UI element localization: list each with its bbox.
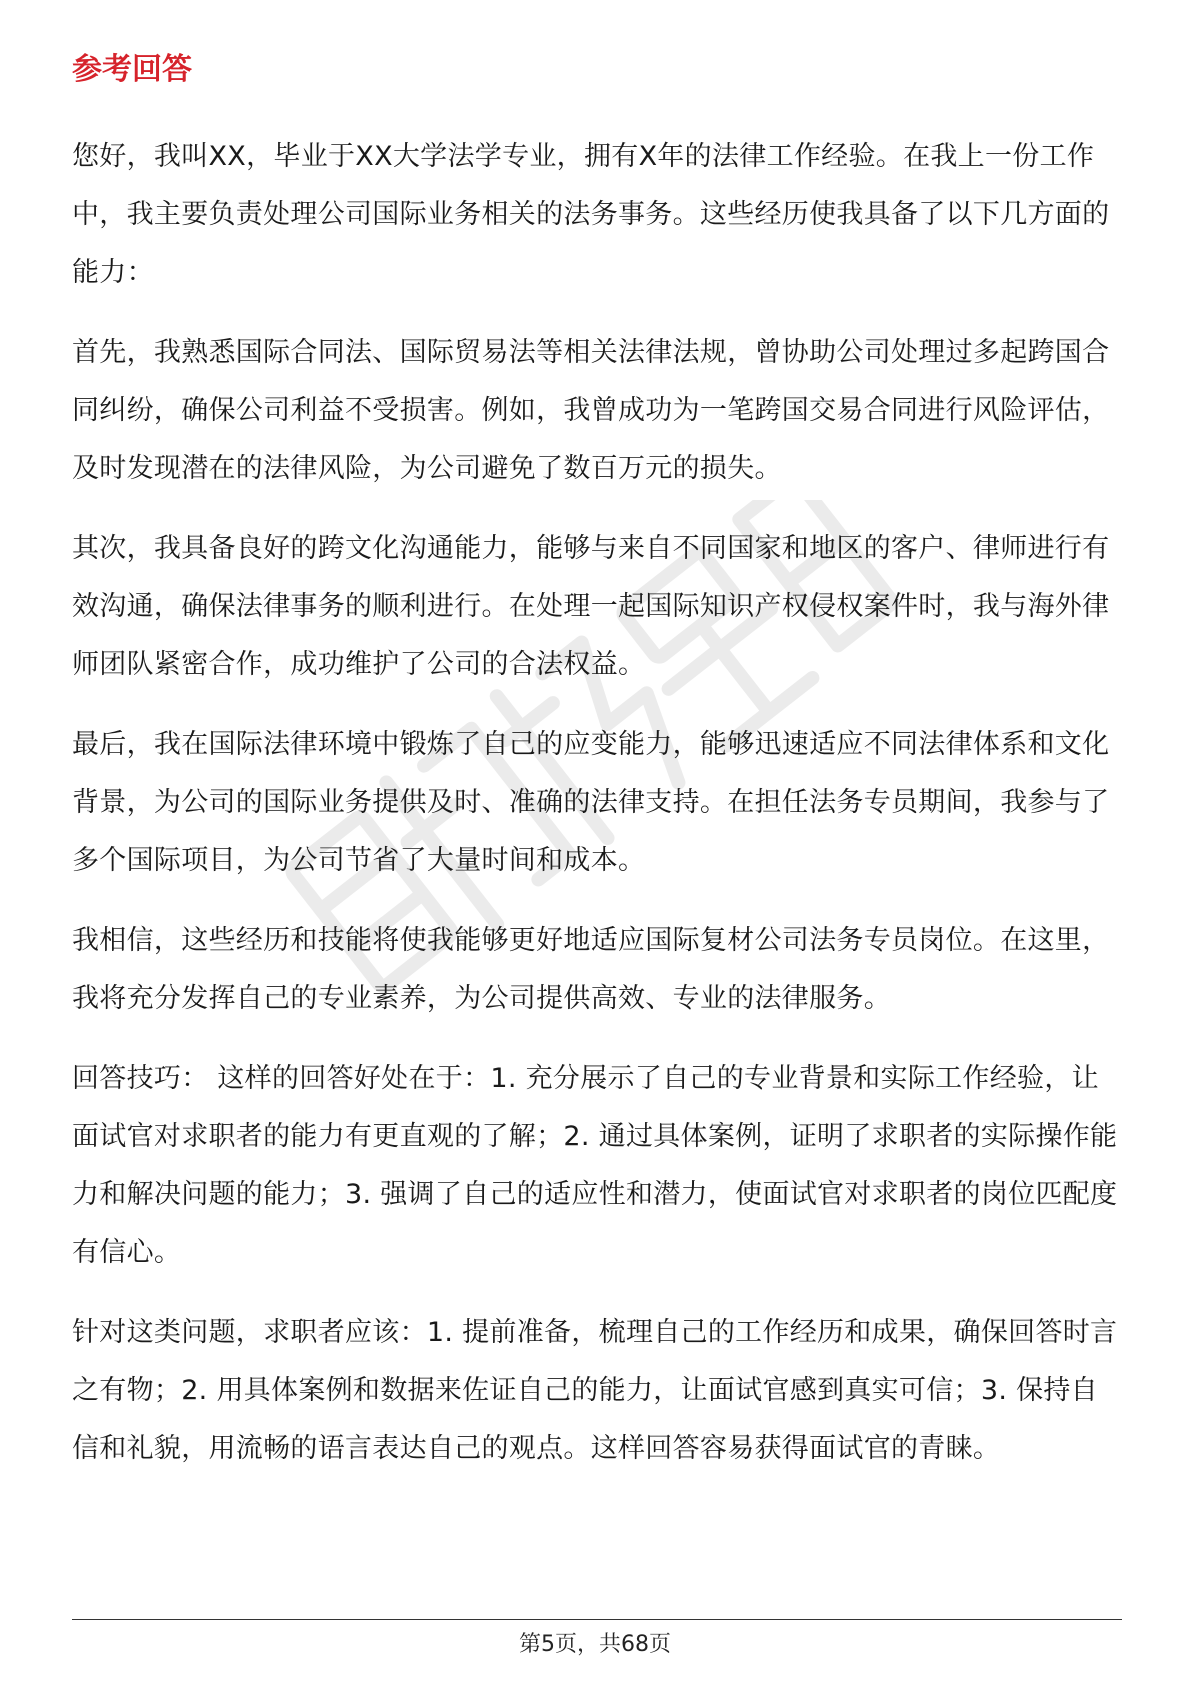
section-title: 参考回答 <box>72 52 192 87</box>
paragraph-advice: 针对这类问题，求职者应该：1. 提前准备，梳理自己的工作经历和成果，确保回答时言之有物；2. 用具体案例和数据来佐证自己的能力，让面试官感到真实可信；3. 保持自信和礼貌，用流畅的语言表达自己的观点。这样回答容易获得面试官的青睐。 <box>72 1317 1118 1464</box>
paragraph-tips: 回答技巧： 这样的回答好处在于：1. 充分展示了自己的专业背景和实际工作经验，让面试官对求职者的能力有更直观的了解；2. 通过具体案例，证明了求职者的实际操作能力和解决问题的能力；3. 强调了自己的适应性和潜力，使面试官对求职者的岗位匹配度有信心。 <box>72 1063 1118 1268</box>
paragraph-first: 首先，我熟悉国际合同法、国际贸易法等相关法律法规，曾协助公司处理过多起跨国合同纠纷，确保公司利益不受损害。例如，我曾成功为一笔跨国交易合同进行风险评估，及时发现潜在的法律风险，为公司避免了数百万元的损失。 <box>72 337 1110 484</box>
paragraph-intro: 您好，我叫XX，毕业于XX大学法学专业，拥有X年的法律工作经验。在我上一份工作中，我主要负责处理公司国际业务相关的法务事务。这些经历使我具备了以下几方面的能力： <box>72 141 1110 288</box>
paragraph-last: 最后，我在国际法律环境中锻炼了自己的应变能力，能够迅速适应不同法律体系和文化背景，为公司的国际业务提供及时、准确的法律支持。在担任法务专员期间，我参与了多个国际项目，为公司节省了大量时间和成本。 <box>72 729 1110 876</box>
footer-divider <box>72 1619 1122 1620</box>
document-body <box>72 48 1122 1500</box>
paragraph-conclusion: 我相信，这些经历和技能将使我能够更好地适应国际复材公司法务专员岗位。在这里，我将充分发挥自己的专业素养，为公司提供高效、专业的法律服务。 <box>72 925 1110 1014</box>
page-number: 第5页，共68页 <box>519 1632 671 1657</box>
paragraph-second: 其次，我具备良好的跨文化沟通能力，能够与来自不同国家和地区的客户、律师进行有效沟通，确保法律事务的顺利进行。在处理一起国际知识产权侵权案件时，我与海外律师团队紧密合作，成功维护了公司的合法权益。 <box>72 533 1110 680</box>
